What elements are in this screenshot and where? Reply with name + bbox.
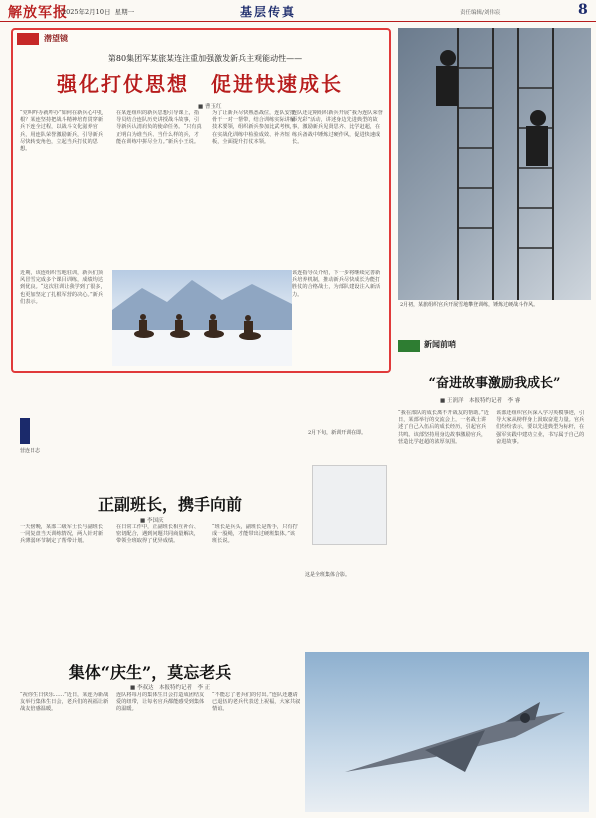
bottom-byline: ■ 李叔达 本报特约记者 李 正: [130, 685, 211, 691]
mid-text-col2: 在日常工作中，正副班长相互补台、密切配合，遇到问题共同商量解决，带领全班取得了优异成绩。: [116, 524, 200, 545]
bottom-text-col3: “不能忘了老兵们的付出。”连队还邀请已退伍的老兵代表送上祝福，大家共叙情谊。: [212, 692, 301, 713]
lead-text-col3: 为了让新兵尽快熟悉战位，连队安排骨干一对一帮带，结合训练实际讲解技术要领，组织新兵参加比武考核，在实战化训练中检验成效、补齐短板，全面提升打仗本领。: [212, 110, 296, 145]
climbing-photo-caption: 2月初，某旅组织官兵开展雪地攀登训练，锤炼过硬战斗作风。: [400, 302, 539, 308]
mid-headline[interactable]: 正副班长，携手向前: [97, 495, 242, 514]
diary-tag: 营连日志: [20, 448, 41, 454]
mid-text-col3: “班长是兵头，副班长是帮手，只有拧成一股绳，才能带出过硬班集体。”该班长说。: [212, 524, 298, 545]
section-title: 基层传真: [240, 5, 297, 19]
side-illustration: [312, 465, 387, 545]
bottom-text-col2: 连队将每月的集体生日会打造成团结友爱的纽带，让每名官兵都能感受到集体的温暖。: [116, 692, 205, 713]
lead-text-col4: 连队还定期组织新兵开展“我为连队荣誉添光彩”活动，讲述身边先进典型的故事，激励新兵见贤思齐、比学赶超，在练兵备战中锤炼过硬作风，促进快速成长。: [292, 110, 383, 145]
side-caption-2: 这是全班集体合影。: [305, 572, 351, 578]
diary-tag-bar: [20, 418, 30, 444]
news-column-tag: 新闻前哨: [424, 339, 456, 349]
issue-date: 2025年2月10日 星期一: [62, 8, 135, 16]
lead-headline[interactable]: 强化打仗思想 促进快速成长: [57, 72, 343, 96]
bottom-text-col1: “祝你生日快乐……”近日，某连为新战友举行集体生日会，老兵们的祝福让新战友倍感温暖。: [20, 692, 109, 713]
side-caption: 2月下旬，新训开训在即。: [308, 430, 367, 436]
news-flag-icon: [398, 340, 420, 352]
right-text-col2: 该部还组织官兵深入学习英模事迹，引导大家从榜样身上汲取奋进力量。官兵们纷纷表示，要以先进典型为标杆，在强军实践中建功立业，书写属于自己的奋进故事。: [496, 410, 585, 445]
column-flag-icon: [17, 33, 39, 45]
editor-credit: 责任编辑/刘伟宸: [460, 10, 501, 16]
lead-text-lower-left: 近期，该连组织雪地驻训，新兵们顶风冒雪完成多个课目训练，成绩均达到优良。“这次驻训让我学到了很多，也更加坚定了扎根军营的决心。”新兵们表示。: [20, 270, 106, 305]
bottom-headline[interactable]: 集体“庆生”，莫忘老兵: [68, 663, 232, 682]
page-number: 8: [578, 2, 588, 18]
right-byline: ■ 王润洋 本报特约记者 李 睿: [440, 398, 521, 404]
mid-byline: ■ 李国庆: [140, 518, 164, 524]
right-text-col1: “我在部队的成长离不开战友的帮助。”近日，某部举行的交流会上，一名战士讲述了自己入伍后的成长经历，引起官兵共鸣。该部坚持用身边故事激励官兵，营造比学赶超的浓厚氛围。: [398, 410, 489, 445]
mid-text-col1: 一天傍晚，某部二级军士长与副班长一同复盘当天训练情况，两人针对新兵薄弱环节制定了帮带计划。: [20, 524, 104, 545]
lead-kicker: 第80集团军某旅某连注重加强激发新兵主观能动性——: [107, 54, 303, 63]
fighter-jet-photo: [305, 652, 589, 812]
lead-text-col1: “党叫咋办就咋办”如何在新兵心中扎根？某连坚持把战斗精神培育贯穿新兵下连全过程，以战斗文化滋养官兵，用连队荣誉激励新兵，引导新兵尽快转变角色，立起当兵打仗的思想。: [20, 110, 104, 153]
lead-byline: ■ 曹玉红: [198, 104, 222, 110]
lead-text-lower-right: 该连指导员介绍，下一步将继续完善新兵培养机制，推动新兵尽快成长为能打胜仗的合格战士，为部队建设注入新活力。: [292, 270, 381, 298]
column-tag: 潜望镜: [44, 33, 68, 43]
soldiers-snow-photo: [112, 270, 292, 366]
newspaper-logo: 解放军报: [8, 5, 68, 21]
right-headline[interactable]: “奋进故事激励我成长”: [428, 376, 561, 391]
lead-text-col2: 在某连组织的新兵思想引导课上，指导员结合连队历史讲授战斗故事，引导新兵认清肩负的使命任务。“只有真正明白为谁当兵、当什么样的兵，才能在训练中拼尽全力。”新兵小王说。: [116, 110, 202, 145]
climbing-training-photo: [398, 28, 591, 300]
